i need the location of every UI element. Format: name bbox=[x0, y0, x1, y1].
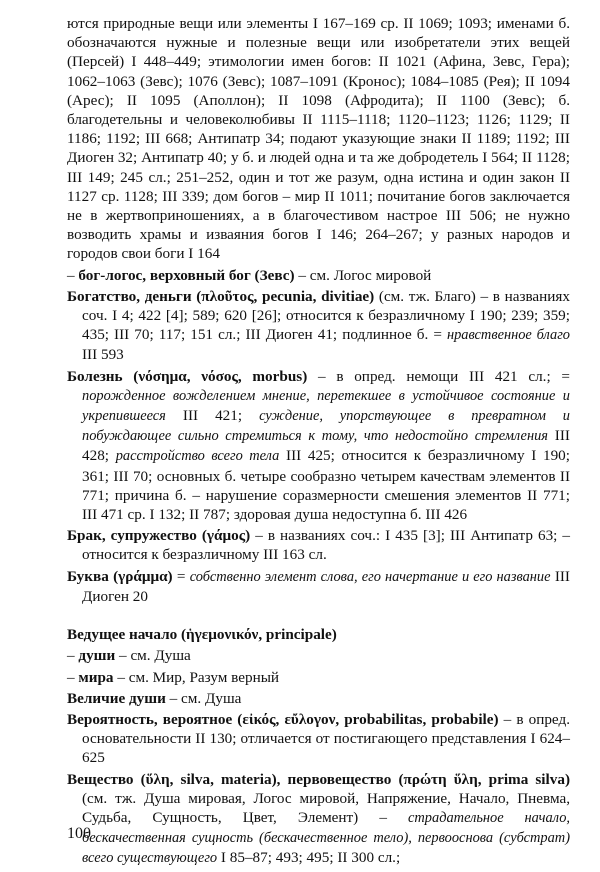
entry-bukva bbox=[67, 567, 570, 606]
entry-dushi bbox=[67, 646, 570, 665]
entry-dash: – bbox=[67, 647, 79, 665]
entry-headword: мира bbox=[78, 668, 114, 686]
entry-bogatstvo bbox=[67, 287, 570, 365]
entry-italic: порожденное вожделением мнение, перетекшее в устойчивое состояние и укрепившееся bbox=[82, 387, 570, 425]
entry-italic: суждение, упорствующее в превратном и побуждающее сильно стремиться к тому, что недостойно стремления bbox=[82, 408, 570, 445]
entry-headword: Богатство, деньги (πλοῦτος, pecunia, divitiae) bbox=[67, 287, 375, 305]
entry-text: – см. Душа bbox=[165, 689, 242, 707]
entry-headword: Болезнь (νόσημα, νόσος, morbus) bbox=[67, 367, 308, 385]
entry-mira bbox=[67, 668, 570, 687]
entry-bog-logos bbox=[67, 266, 570, 285]
entry-text: (см. тж. Благо) – в названиях соч. I 4; 422 [4]; 589; 620 [26]; относится к безразличному I 190; 239; 359; 435; III 70; 117; 151 сл.; III Диоген 41; подлинное б. = bbox=[82, 287, 570, 344]
entry-dash: – bbox=[67, 668, 79, 686]
entry-text: – в опред. немощи III 421 сл.; = bbox=[307, 367, 570, 385]
entry-headword: Буква (γράμμα) bbox=[67, 567, 173, 585]
entry-text: III 421; bbox=[165, 407, 260, 425]
entry-headword: Величие души bbox=[67, 689, 166, 707]
entry-italic: расстройство всего тела bbox=[115, 448, 280, 465]
entry-headword: души bbox=[78, 647, 116, 665]
entry-headword: Вероятность, вероятное (εἰκός, εὔλογον, probabilitas, probabile) bbox=[67, 710, 499, 728]
entry-text: III Диоген 20 bbox=[82, 567, 570, 605]
entry-italic: собственно элемент слова, его начертание и его название bbox=[189, 568, 551, 585]
entry-headword: Вещество (ὕλη, silva, materia), первовещество (πρώτη ὕλη, prima silva) bbox=[67, 770, 570, 788]
entry-text: = bbox=[172, 567, 190, 585]
entry-text: – в опред. основательности II 130; отличается от постигающего представления I 624–625 bbox=[82, 710, 570, 767]
entry-text: – см. Логос мировой bbox=[294, 266, 432, 284]
page-number: 100 bbox=[67, 825, 91, 842]
entry-velichie-dushi bbox=[67, 689, 570, 708]
entry-headword: Брак, супружество (γάμος) bbox=[67, 527, 251, 545]
entry-text: – в названиях соч.: I 435 [3]; III Антипатр 63; – относится к безразличному III 163 сл. bbox=[82, 527, 571, 564]
entry-italic: страдательное начало, бескачественная сущность (бескачественное тело), первооснова (субстрат) всего существующего bbox=[82, 809, 570, 867]
dictionary-page bbox=[67, 14, 570, 871]
entry-headword: Ведущее начало (ἡγεμονικόν, principale) bbox=[67, 626, 337, 644]
entry-text: III 428; bbox=[82, 427, 570, 465]
entry-veshchestvo bbox=[67, 770, 570, 869]
entry-vedushchee-nachalo bbox=[67, 625, 570, 644]
entry-text: – см. Мир, Разум верный bbox=[113, 668, 280, 686]
entry-text: III 425; относится к безразличному I 190; 361; III 70; основных б. четыре сообразно четырем качествам элементов II 771; причина б. – нарушение соразмерности смешения элементов II 771; III 471 ср. I 132; II 787; здоровая душа недоступна б. III 426 bbox=[82, 447, 570, 524]
entry-headword: бог-логос, верховный бог (Зевс) bbox=[78, 266, 295, 284]
entry-veroyatnost bbox=[67, 710, 570, 768]
entry-text: (см. тж. Душа мировая, Логос мировой, Напряжение, Начало, Пневма, Судьба, Сущность, Цвет, Элемент) – bbox=[82, 789, 570, 826]
entry-continuation bbox=[67, 14, 570, 264]
entry-text: – см. Душа bbox=[115, 647, 191, 665]
entry-dash: – bbox=[67, 266, 79, 284]
entry-italic: нравственное благо bbox=[446, 327, 571, 344]
entry-brak bbox=[67, 526, 570, 564]
entry-bolezn bbox=[67, 367, 570, 525]
entry-text: I 85–87; 493; 495; II 300 сл.; bbox=[217, 849, 401, 867]
entry-text: ются природные вещи или элементы I 167–169 ср. II 1069; 1093; именами б. обозначаются нужные и полезные вещи или изобретатели этих вещей (Персей) I 448–449; этимологии имен богов: II 1021 (Афина, Зевс, Гера); 1062–1063 (Зевс); 1076 (Зевс); 1087–1091 (Кронос); 1084–1085 (Рея); II 1094 (Арес); II 1095 (Аполлон); II 1098 (Афродита); II 1100 (Зевс); б. благодетельны и человеколюбивы II 1115–1118; 1120–1123; 1126; 1129; II 1186; 1192; III 668; Антипатр 34; подают указующие знаки II 1189; 1192; III Диоген 32; Антипатр 40; у б. и людей одна и та же добродетель I 564; II 1128; III 149; 245 сл.; 251–252, один и тот же разум, одна истина и один закон II 1127 ср. 1128; III 339; дом богов – мир II 1011; почитание богов заключается не в жертвоприношениях, а в благочестивом настрое III 506; не нужно возводить храмы и изваяния богов I 146; 264–267; у разных народов и городов свои боги I 164 bbox=[67, 15, 570, 263]
entry-text: III 593 bbox=[82, 346, 124, 364]
